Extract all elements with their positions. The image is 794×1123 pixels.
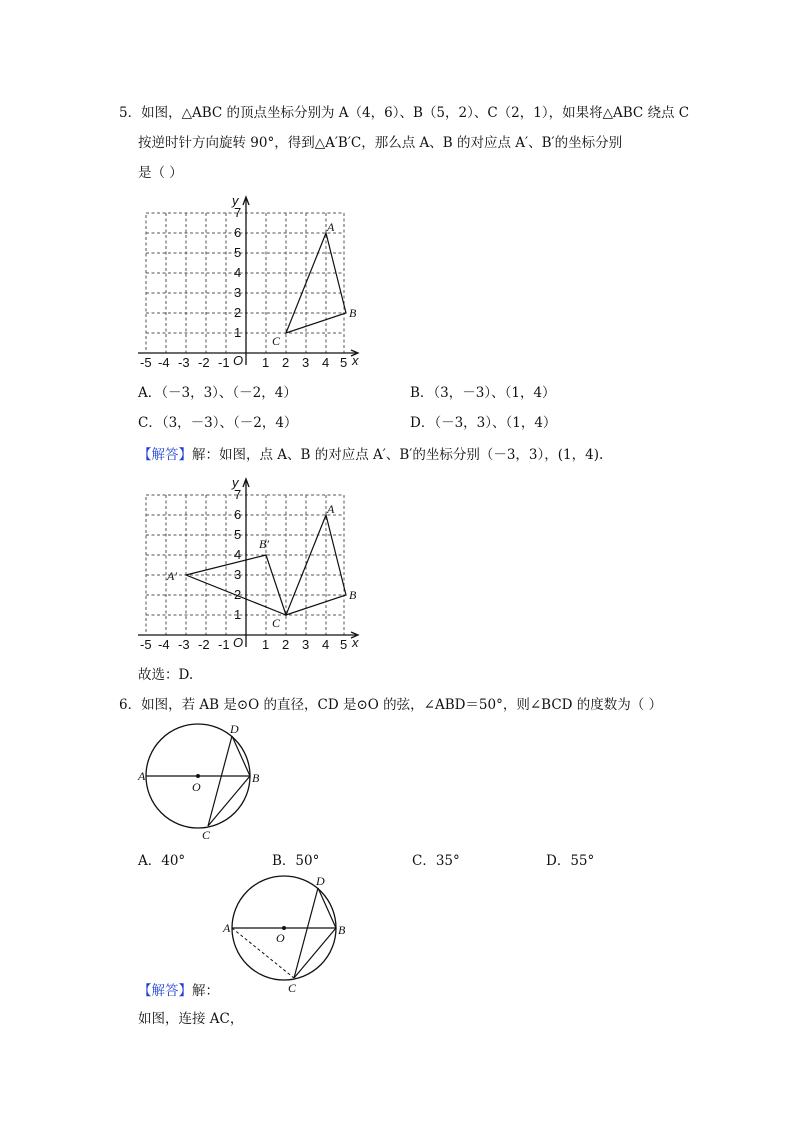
q6-option-d: D．55° <box>546 853 595 869</box>
graph1-y-ticks <box>234 205 241 340</box>
coordinate-graph-1 <box>138 195 368 370</box>
point-C-label: C <box>202 828 211 842</box>
x-tick: 1 <box>262 637 270 652</box>
x-tick: 4 <box>322 637 330 652</box>
q5-answer-text: 解：如图，点 A、B 的对应点 A′、B′的坐标分别（－3，3），(1，4). <box>192 447 604 463</box>
x-tick: -4 <box>158 355 170 370</box>
q5-option-c: C．（3，－3）、（－2，4） <box>138 415 298 431</box>
y-tick: 6 <box>234 507 242 522</box>
y-tick: 7 <box>234 487 242 502</box>
chord-BD <box>318 888 336 928</box>
coordinate-graph-2 <box>138 477 368 652</box>
point-A-prime-label: A′ <box>167 569 177 583</box>
q6-stem: 如图，若 AB 是⊙O 的直径，CD 是⊙O 的弦，∠ABD＝50°，则∠BCD 的度数为（ ） <box>141 697 663 713</box>
x-tick: -1 <box>218 637 230 652</box>
x-tick: 3 <box>302 637 310 652</box>
center-dot <box>196 774 200 778</box>
point-A-label: A <box>327 502 335 516</box>
triangle-ABC <box>286 515 346 615</box>
q6-line1 <box>119 696 662 714</box>
x-tick: 4 <box>322 355 330 370</box>
point-C-label: C <box>288 981 297 995</box>
q5-line2: 按逆时针方向旋转 90°，得到△A′B′C，那么点 A、B 的对应点 A′、B′的坐标分别 <box>138 135 623 151</box>
q6-step1: 如图，连接 AC， <box>138 1011 244 1027</box>
point-D-label: D <box>230 722 239 736</box>
q5-line1 <box>119 104 689 122</box>
q5-answer-tag: 【解答】 <box>138 447 192 463</box>
point-B-label: B <box>338 923 346 937</box>
chord-BD <box>232 736 250 776</box>
y-tick: 4 <box>234 265 242 280</box>
graph2-grid <box>146 495 344 635</box>
triangle-A2B2C <box>186 555 286 615</box>
y-tick: 1 <box>234 607 242 622</box>
circle-figure-2 <box>222 872 352 997</box>
y-tick: 2 <box>234 587 242 602</box>
graph2-x-axis-label: x <box>352 635 359 650</box>
x-tick: 5 <box>340 637 348 652</box>
x-tick: -2 <box>198 355 210 370</box>
x-tick: 3 <box>302 355 310 370</box>
point-B-prime-label: B′ <box>259 537 269 551</box>
x-tick: 5 <box>340 355 348 370</box>
q6-answer-text: 解： <box>192 983 219 999</box>
center-dot <box>282 926 286 930</box>
graph1-y-axis-label: y <box>232 193 239 208</box>
y-tick: 5 <box>234 527 242 542</box>
x-tick: 2 <box>282 637 290 652</box>
x-tick: 1 <box>262 355 270 370</box>
x-tick: -3 <box>178 355 190 370</box>
x-tick: -3 <box>178 637 190 652</box>
q5-stem-1: 如图，△ABC 的顶点坐标分别为 A（4，6）、B（5，2）、C（2，1），如果将△ABC 绕点 C <box>141 105 690 121</box>
q5-line3: 是（ ） <box>138 165 183 181</box>
origin-label: O <box>233 353 244 368</box>
q5-answer-line <box>138 446 603 464</box>
graph2-y-axis-label: y <box>232 475 239 490</box>
triangle-ABC <box>286 233 346 333</box>
graph2-axes <box>138 479 358 647</box>
q6-option-b: B．50° <box>272 853 320 869</box>
graph2-x-ticks <box>140 635 347 652</box>
y-tick: 6 <box>234 225 242 240</box>
x-tick: -1 <box>218 355 230 370</box>
graph1-x-ticks <box>140 353 347 370</box>
q5-option-d: D．（－3，3）、（1，4） <box>410 415 557 431</box>
point-A-label: A <box>327 220 335 234</box>
point-A-label: A <box>138 769 146 783</box>
q5-option-b: B．（3，－3）、（1，4） <box>410 385 556 401</box>
y-tick: 3 <box>234 567 242 582</box>
q6-option-a: A．40° <box>138 853 186 869</box>
graph1-grid <box>146 213 344 353</box>
y-tick: 3 <box>234 285 242 300</box>
point-B-label: B <box>252 771 260 785</box>
point-O-label: O <box>192 780 201 794</box>
dashed-chord-AC <box>232 928 294 978</box>
x-tick: -2 <box>198 637 210 652</box>
point-B-label: B <box>349 306 357 320</box>
point-O-label: O <box>276 931 285 945</box>
q6-answer-tag: 【解答】 <box>138 983 192 999</box>
graph1-x-axis-label: x <box>352 353 359 368</box>
q6-number: 6． <box>119 697 142 713</box>
q5-option-a: A．（－3，3）、（－2，4） <box>138 385 297 401</box>
point-B-label: B <box>349 588 357 602</box>
y-tick: 1 <box>234 325 242 340</box>
q6-option-c: C．35° <box>412 853 460 869</box>
q5-number: 5． <box>119 105 142 121</box>
y-tick: 2 <box>234 305 242 320</box>
x-tick: -5 <box>140 355 152 370</box>
y-tick: 7 <box>234 205 242 220</box>
x-tick: -5 <box>140 637 152 652</box>
point-C-label: C <box>272 334 281 348</box>
point-A-label: A <box>223 921 231 935</box>
y-tick: 4 <box>234 547 242 562</box>
origin-label: O <box>233 635 244 650</box>
q5-conclusion: 故选：D. <box>138 667 194 683</box>
graph2-y-ticks <box>234 487 241 622</box>
q6-answer-line <box>138 982 219 1000</box>
x-tick: 2 <box>282 355 290 370</box>
y-tick: 5 <box>234 245 242 260</box>
point-D-label: D <box>316 874 325 888</box>
circle-figure-1 <box>136 720 266 840</box>
point-C-label: C <box>272 616 281 630</box>
x-tick: -4 <box>158 637 170 652</box>
graph1-axes <box>138 197 358 365</box>
